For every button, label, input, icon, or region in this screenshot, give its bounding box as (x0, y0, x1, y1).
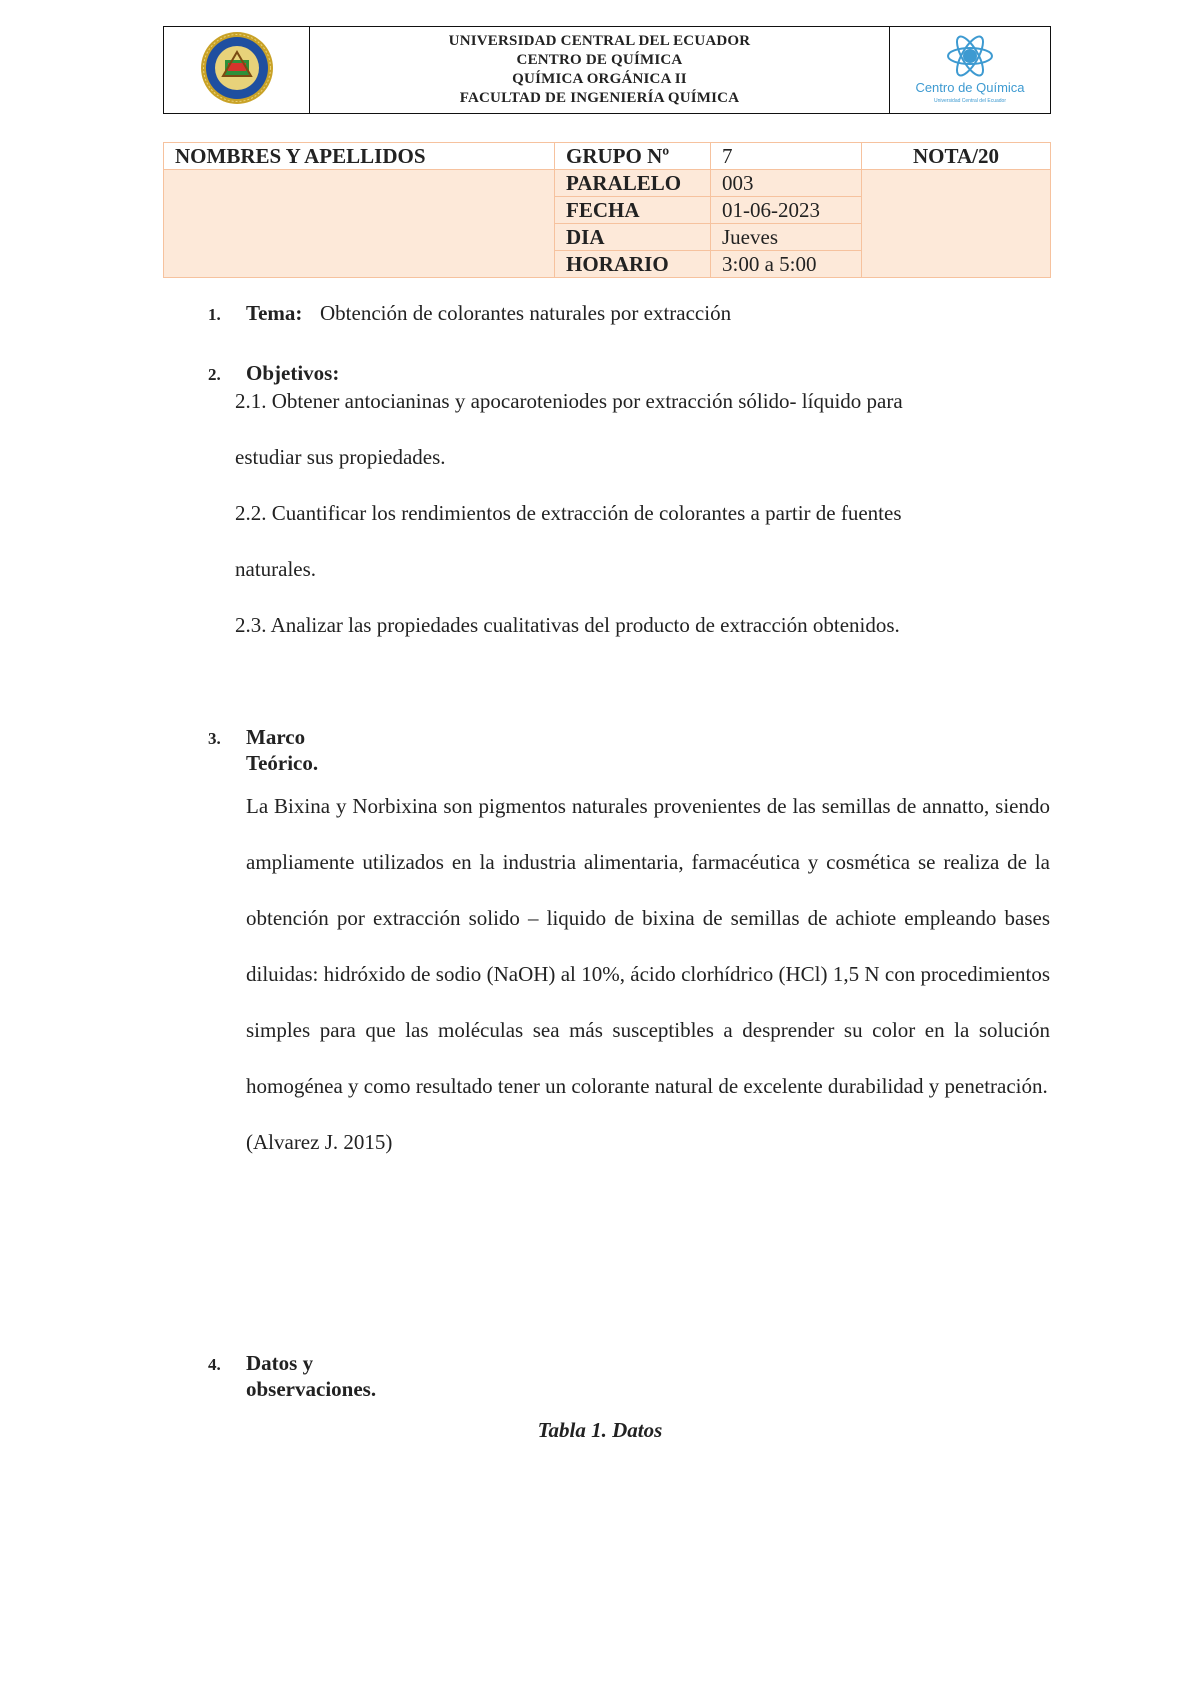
section-number: 3. (208, 729, 221, 748)
group-label-cell: GRUPO Nº (555, 143, 711, 170)
university-seal-icon (199, 30, 275, 106)
logo-subtext: Universidad Central del Ecuador (934, 97, 1006, 104)
marco-teorico-citation: (Alvarez J. 2015) (246, 1130, 393, 1154)
center-name: CENTRO DE QUÍMICA (516, 52, 683, 68)
names-label-cell: NOMBRES Y APELLIDOS (164, 143, 555, 170)
paralelo-label-cell: PARALELO (555, 170, 711, 197)
chemistry-logo-cell (890, 27, 1051, 114)
marco-teorico-paragraph (246, 778, 1050, 1170)
header-table (163, 26, 1051, 114)
grade-label-cell: NOTA/20 (862, 143, 1051, 170)
atom-logo-icon (910, 32, 1030, 104)
names-value-cell[interactable] (164, 170, 555, 278)
section-number: 2. (208, 365, 221, 384)
section-title: Tema: (246, 301, 303, 325)
section-number: 1. (208, 305, 221, 324)
faculty-name: FACULTAD DE INGENIERÍA QUÍMICA (459, 90, 740, 106)
fecha-value-cell: 01-06-2023 (711, 197, 862, 224)
dia-value-cell: Jueves (711, 224, 862, 251)
grade-value-cell[interactable] (862, 170, 1051, 278)
objective-2-line-2: naturales. (235, 557, 317, 581)
paralelo-value-cell: 003 (711, 170, 862, 197)
course-name: QUÍMICA ORGÁNICA II (512, 71, 687, 87)
section-title: Marco Teórico. (246, 725, 319, 775)
university-seal-cell (164, 27, 310, 114)
section-title: Objetivos: (246, 361, 340, 385)
dia-label-cell: DIA (555, 224, 711, 251)
marco-teorico-body: La Bixina y Norbixina son pigmentos naturales provenientes de las semillas de annatto, siendo ampliamente utilizados en la industria alimentaria, farmacéutica y cosmética se realiza de la obtención por extracción solido – liquido de bixina de semillas de achiote empleando bases diluidas: hidróxido de sodio (NaOH) al 10%, ácido clorhídrico (HCl) 1,5 N con procedimientos simples para que las moléculas sea más susceptibles a desprender su color en la solución homogénea y como resultado tener un colorante natural de excelente durabilidad y penetración. (246, 794, 1050, 1098)
fecha-label-cell: FECHA (555, 197, 711, 224)
objective-3: 2.3. Analizar las propiedades cualitativas del producto de extracción obtenidos. (235, 613, 900, 637)
objective-2-line-1: 2.2. Cuantificar los rendimientos de extracción de colorantes a partir de fuentes (235, 501, 902, 525)
section-number: 4. (208, 1355, 221, 1374)
tema-text: Obtención de colorantes naturales por extracción (320, 301, 732, 325)
logo-text: Centro de Química (915, 79, 1025, 95)
table-caption: Tabla 1. Datos (537, 1418, 663, 1442)
objective-1-line-1: 2.1. Obtener antocianinas y apocaroteniodes por extracción sólido- líquido para (235, 389, 903, 413)
horario-label-cell: HORARIO (555, 251, 711, 278)
student-info-table (163, 142, 1051, 278)
header-title-cell (310, 27, 890, 114)
horario-value-cell: 3:00 a 5:00 (711, 251, 862, 278)
section-title: Datos y observaciones. (246, 1351, 377, 1401)
university-name: UNIVERSIDAD CENTRAL DEL ECUADOR (448, 33, 751, 49)
objective-1-line-2: estudiar sus propiedades. (235, 445, 446, 469)
group-value-cell: 7 (711, 143, 862, 170)
